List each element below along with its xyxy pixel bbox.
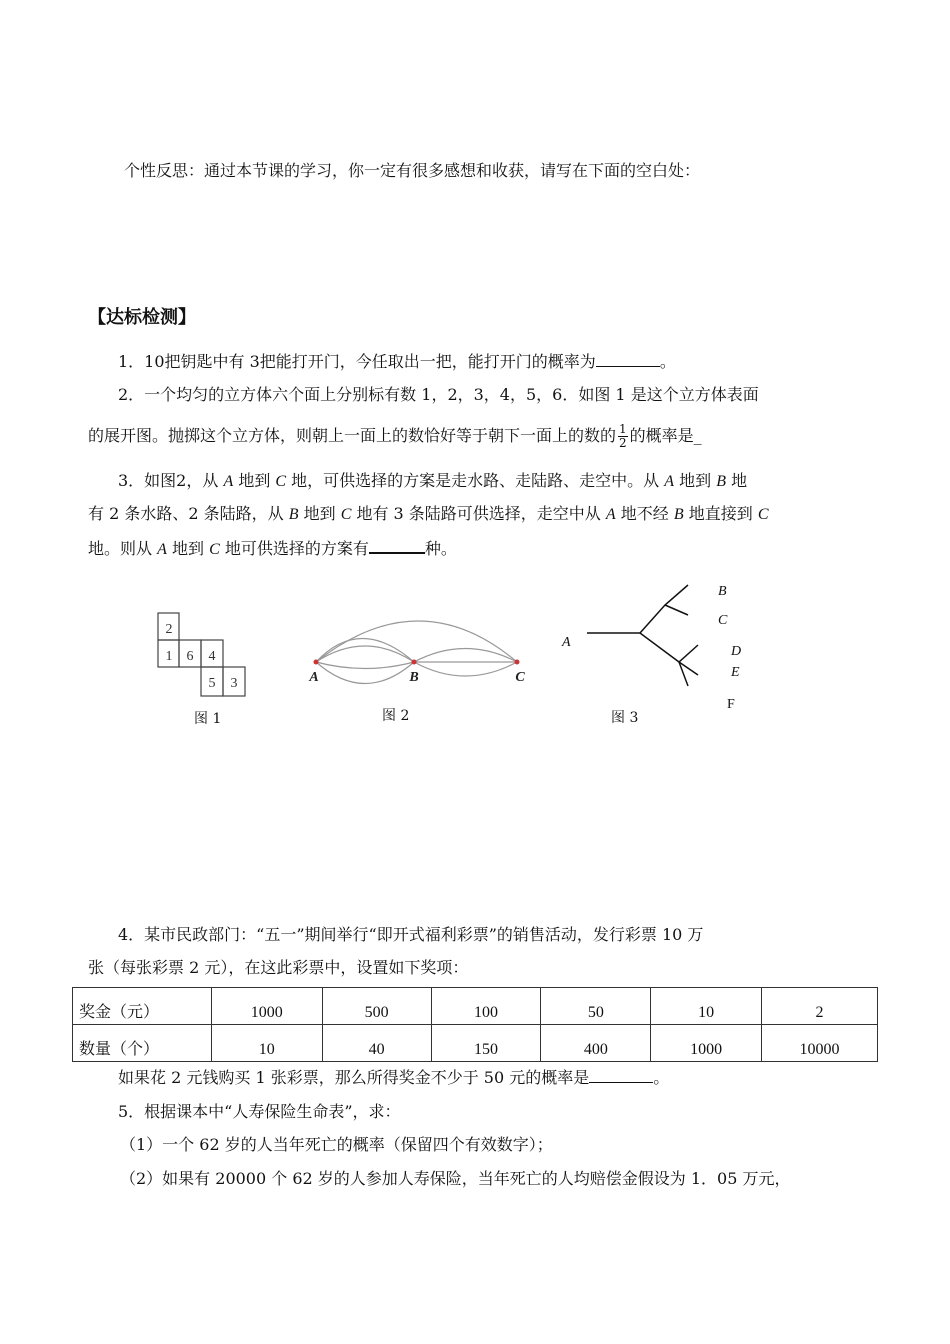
t: 地到 xyxy=(674,471,717,490)
q2-text-end: 的概率是_ xyxy=(629,426,702,445)
face-label: 5 xyxy=(208,676,216,691)
t: 地，可供选择的方案是走水路、走陆路、走空中。从 xyxy=(286,471,665,490)
q2-line2 xyxy=(88,423,702,450)
q3-line2 xyxy=(88,504,769,525)
reflection-prompt: 个性反思：通过本节课的学习，你一定有很多感想和收获，请写在下面的空白处： xyxy=(124,161,701,180)
node-label: E xyxy=(731,665,740,680)
table-cell: 2 xyxy=(762,988,878,1025)
row-header: 数量（个） xyxy=(73,1025,212,1062)
t: 有 2 条水路、2 条陆路，从 xyxy=(88,504,289,523)
node-label: A xyxy=(562,635,571,650)
face-label: 6 xyxy=(186,649,194,664)
face-label: 4 xyxy=(208,649,216,664)
t: 地可供选择的方案有 xyxy=(219,539,369,558)
point-label: A xyxy=(309,670,319,685)
t: B xyxy=(716,473,727,490)
t: 3．如图2，从 xyxy=(118,471,224,490)
t: A xyxy=(157,541,167,558)
table-cell: 50 xyxy=(541,988,651,1025)
node-label: D xyxy=(731,644,742,659)
point-label: C xyxy=(515,670,525,685)
t: C xyxy=(209,541,220,558)
q5-sub1: （1）一个 62 岁的人当年死亡的概率（保留四个有效数字）； xyxy=(120,1135,553,1154)
q3-line1 xyxy=(118,471,747,492)
figure-3-caption: 图 3 xyxy=(611,710,639,726)
q3-line3 xyxy=(88,538,457,560)
t: B xyxy=(673,506,684,523)
frac-denominator: 2 xyxy=(619,436,627,450)
table-cell: 500 xyxy=(322,988,431,1025)
branch xyxy=(640,633,698,662)
t: 地到 xyxy=(233,471,276,490)
table-cell: 10 xyxy=(211,1025,322,1062)
t: 地直接到 xyxy=(683,504,758,523)
table-cell: 10000 xyxy=(762,1025,878,1062)
t: 地到 xyxy=(166,539,210,558)
t: 如果花 2 元钱购买 1 张彩票，那么所得奖金不少于 50 元的概率是 xyxy=(118,1068,590,1087)
t: C xyxy=(340,506,352,523)
t: A xyxy=(605,506,616,523)
figure-2-routes xyxy=(300,605,540,695)
q2-line1: 2．一个均匀的立方体六个面上分别标有数 1，2，3，4，5，6．如图 1 是这个立方体表面 xyxy=(118,385,759,404)
row-header: 奖金（元） xyxy=(73,988,212,1025)
figure-1-caption: 图 1 xyxy=(194,711,222,727)
table-cell: 400 xyxy=(541,1025,651,1062)
t: C xyxy=(757,506,769,523)
node-label: F xyxy=(727,697,735,712)
t: 种。 xyxy=(424,539,457,558)
t: 。 xyxy=(653,1068,670,1087)
t: B xyxy=(288,506,299,523)
q4-question xyxy=(118,1068,669,1088)
question-1 xyxy=(118,352,676,372)
q1-text: 1．10把钥匙中有 3把能打开门，今任取出一把，能打开门的概率为 xyxy=(118,352,596,371)
q5-sub2: （2）如果有 20000 个 62 岁的人参加人寿保险，当年死亡的人均赔偿金假设为 1．05 万元， xyxy=(120,1169,791,1188)
frac-numerator: 1 xyxy=(619,422,627,436)
figure-1-cube-net xyxy=(150,605,280,705)
node-label: C xyxy=(718,613,728,628)
answer-blank xyxy=(596,352,660,367)
table-cell: 1000 xyxy=(211,988,322,1025)
t: 地到 xyxy=(298,504,341,523)
answer-blank xyxy=(369,538,425,554)
q5-line1: 5．根据课本中“人寿保险生命表”，求： xyxy=(118,1102,401,1121)
t: A xyxy=(664,473,675,490)
table-row xyxy=(73,988,878,1025)
point-label: B xyxy=(409,670,419,685)
fraction-one-half xyxy=(618,423,628,450)
q4-line2: 张（每张彩票 2 元），在这此彩票中，设置如下奖项： xyxy=(88,958,469,977)
face-label: 1 xyxy=(165,649,173,664)
table-cell: 40 xyxy=(322,1025,431,1062)
t: 地不经 xyxy=(615,504,674,523)
route-a-b xyxy=(316,662,414,669)
face-label: 2 xyxy=(165,622,173,637)
q4-line1: 4．某市民政部门：“五一”期间举行“即开式福利彩票”的销售活动，发行彩票 10 万 xyxy=(118,925,704,944)
branch xyxy=(665,605,688,615)
table-cell: 10 xyxy=(651,988,762,1025)
t: 地有 3 条陆路可供选择，走空中从 xyxy=(351,504,606,523)
route-a-b xyxy=(316,639,414,663)
table-cell: 100 xyxy=(431,988,541,1025)
answer-blank xyxy=(589,1068,653,1083)
table-cell: 1000 xyxy=(651,1025,762,1062)
t: A xyxy=(223,473,234,490)
prize-table xyxy=(72,987,878,1062)
section-heading: 【达标检测】 xyxy=(88,307,196,328)
t: C xyxy=(275,473,287,490)
q2-text: 的展开图。抛掷这个立方体，则朝上一面上的数恰好等于朝下一面上的数的 xyxy=(88,426,617,445)
t: 地 xyxy=(726,471,748,490)
figure-3-tree xyxy=(555,578,755,718)
t: 地。则从 xyxy=(88,539,158,558)
route-b-c xyxy=(414,662,517,676)
table-cell: 150 xyxy=(431,1025,541,1062)
face-label: 3 xyxy=(230,676,238,691)
table-row xyxy=(73,1025,878,1062)
q1-end: 。 xyxy=(659,352,676,371)
figure-2-caption: 图 2 xyxy=(382,708,410,724)
node-label: B xyxy=(718,584,727,599)
